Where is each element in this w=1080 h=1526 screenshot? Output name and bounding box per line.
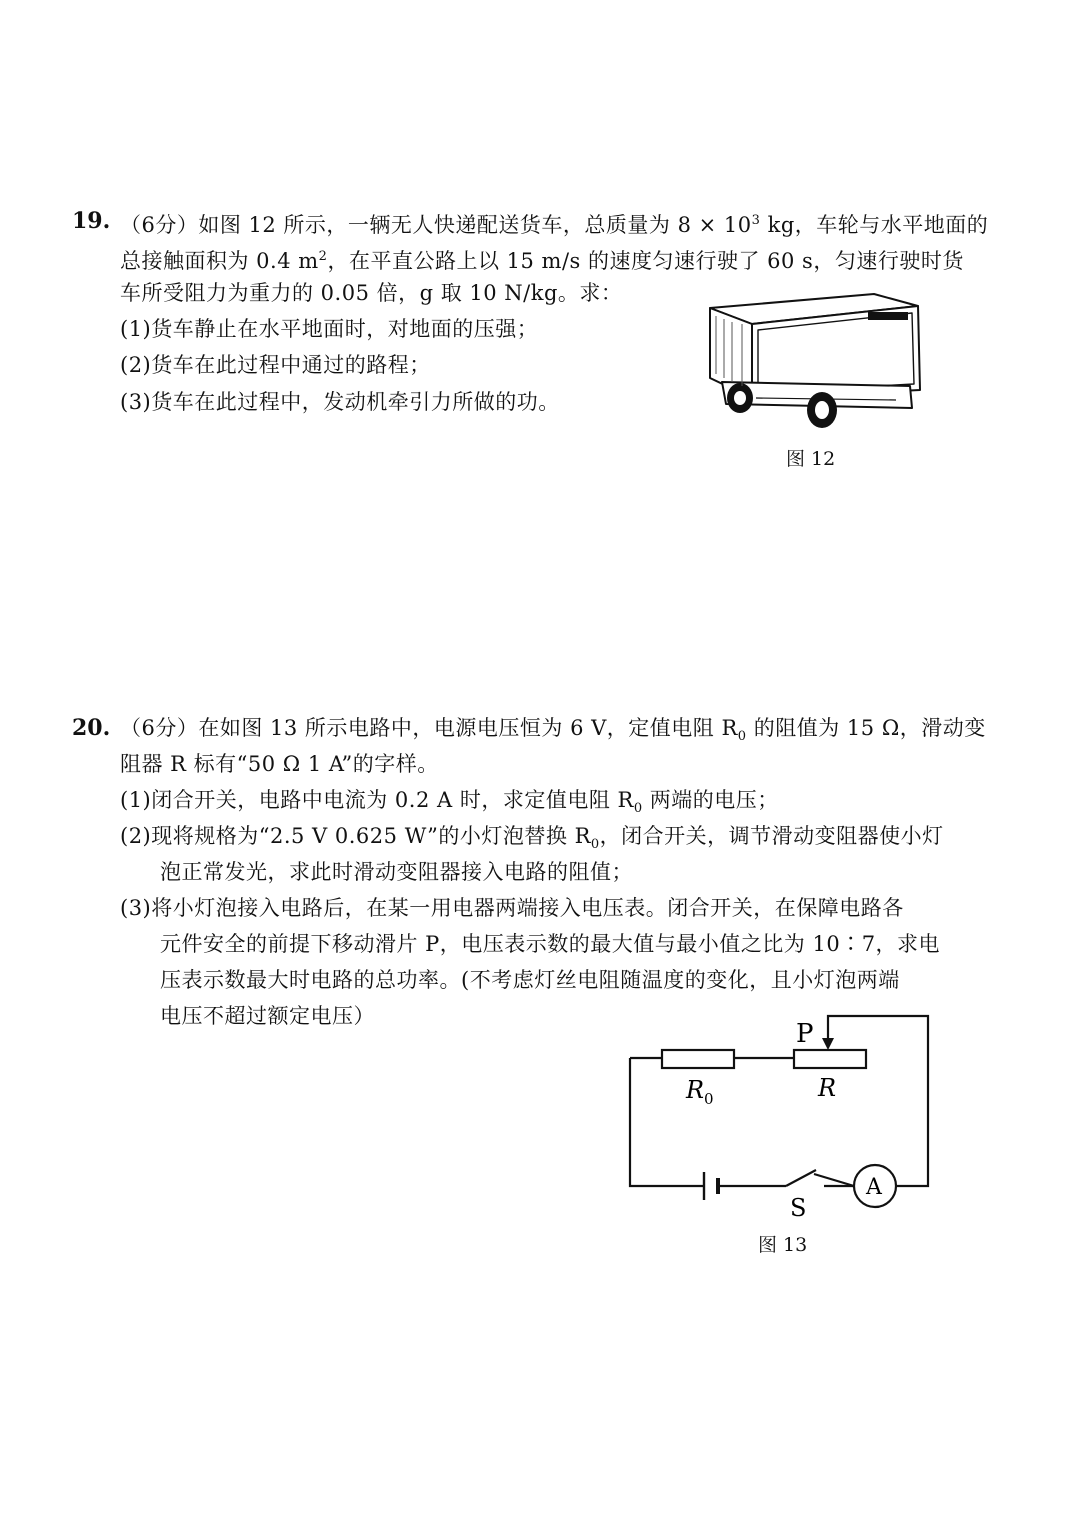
logo-band [868,312,908,320]
question-19-line-1 [120,206,988,240]
battery [704,1172,718,1200]
question-19-sub-3: (3)货车在此过程中，发动机牵引力所做的功。 [120,390,560,414]
q19-exponent: 3 [751,213,761,228]
q20-text: （6分）在如图 13 所示电路中，电源电压恒为 6 V，定值电阻 R [120,716,738,740]
label-p: P [796,1019,814,1049]
circuit-diagram [620,1008,940,1224]
question-20-sub-2 [120,821,944,860]
resistor-r0 [662,1050,734,1068]
q20-subscript: 0 [737,729,747,745]
q20-subscript: 0 [633,801,643,817]
q19-text: 总接触面积为 0.4 m [120,249,319,273]
figure-12-caption: 图 12 [786,448,836,470]
question-20-line-1 [120,713,986,752]
question-20-sub-3-cont-1: 元件安全的前提下移动滑片 P，电压表示数的最大值与最小值之比为 10∶7，求电 [160,932,941,956]
question-19-sub-2: (2)货车在此过程中通过的路程； [120,353,431,377]
question-19-sub-1: (1)货车静止在水平地面时，对地面的压强； [120,317,539,341]
q19-exponent: 2 [318,249,328,264]
q19-text: ，在平直公路上以 15 m/s 的速度匀速行驶了 60 s，匀速行驶时货 [327,249,964,273]
question-20-line-2: 阻器 R 标有“50 Ω 1 A”的字样。 [120,752,439,776]
question-19-number: 19. [72,208,111,234]
label-r0-sub: 0 [704,1090,714,1108]
question-20-sub-3-cont-2: 压表示数最大时电路的总功率。(不考虑灯丝电阻随温度的变化，且小灯泡两端 [160,968,900,992]
label-r0: R [686,1076,705,1104]
q20-text: 两端的电压； [642,788,779,812]
question-20-sub-3: (3)将小灯泡接入电路后，在某一用电器两端接入电压表。闭合开关，在保障电路各 [120,896,904,920]
q19-text: kg，车轮与水平地面的 [760,213,989,237]
rheostat-r [794,1050,866,1068]
truck-figure [696,286,932,434]
q20-text: ，闭合开关，调节滑动变阻器使小灯 [599,824,944,848]
label-r: R [818,1074,837,1102]
question-20-sub-2-cont: 泡正常发光，求此时滑动变阻器接入电路的阻值； [160,860,633,884]
label-a: A [866,1175,882,1200]
label-s: S [790,1194,807,1222]
question-20-number: 20. [72,715,111,741]
slider-arrow-icon [822,1038,834,1050]
question-20-sub-3-cont-3: 电压不超过额定电压） [160,1004,375,1028]
q20-text: (1)闭合开关，电路中电流为 0.2 A 时，求定值电阻 R [120,788,634,812]
q20-subscript: 0 [590,837,600,853]
figure-13-caption: 图 13 [758,1234,808,1256]
q20-text: 的阻值为 15 Ω，滑动变 [746,716,986,740]
q19-text: （6分）如图 12 所示，一辆无人快递配送货车，总质量为 8 × 10 [120,213,752,237]
question-19-line-3: 车所受阻力为重力的 0.05 倍，g 取 10 N/kg。求： [120,281,623,305]
question-19-line-2 [120,242,964,276]
question-20-sub-1 [120,785,779,824]
q20-text: (2)现将规格为“2.5 V 0.625 W”的小灯泡替换 R [120,824,591,848]
